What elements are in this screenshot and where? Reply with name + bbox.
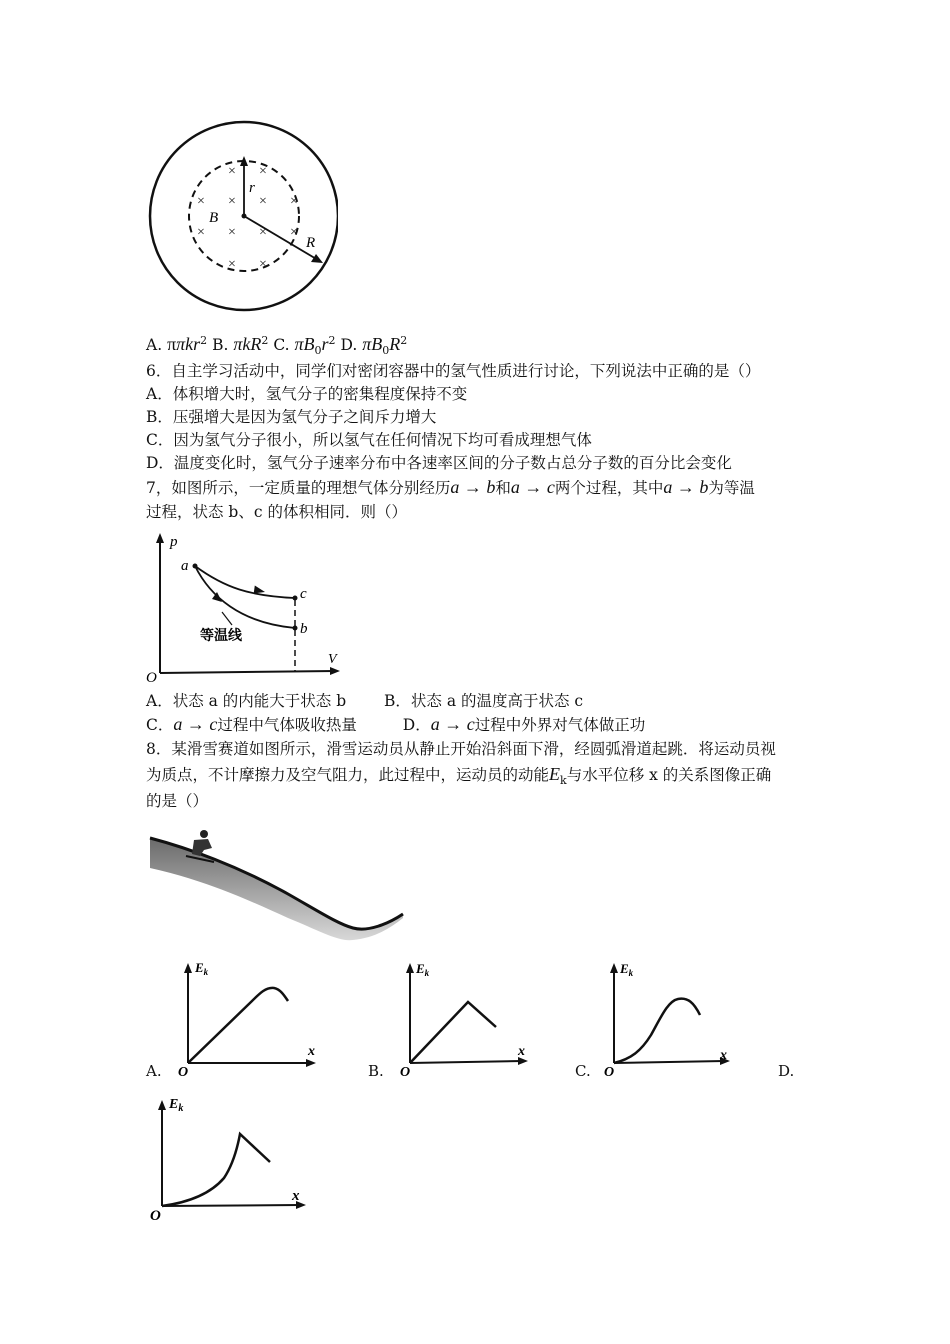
q7-stem-line1: 7，如图所示，一定质量的理想气体分别经历a → b和a → c两个过程，其中a → b为等温 xyxy=(146,477,755,497)
q8-stem-line2: 为质点，不计摩擦力及空气阻力，此过程中，运动员的动能$E_k$与水平位移 x 的关系图像正确 xyxy=(146,764,772,788)
q7-option-a[interactable]: A．状态 a 的内能大于状态 b xyxy=(146,692,347,710)
q6-option-a[interactable]: A．体积增大时，氢气分子的密集程度保持不变 xyxy=(146,385,468,403)
cross-mark: × xyxy=(228,257,236,272)
graph-c-x-label: x xyxy=(720,1048,727,1063)
label-R: R xyxy=(306,235,316,251)
cross-mark: × xyxy=(259,225,267,240)
graph-c-ek-label: $E_k$ xyxy=(620,961,634,978)
cross-mark: × xyxy=(259,257,267,272)
graph-c[interactable] xyxy=(596,955,746,1080)
q6-option-d[interactable]: D．温度变化时，氢气分子速率分布中各速率区间的分子数占总分子数的百分比会变化 xyxy=(146,454,732,472)
label-r: r xyxy=(249,180,255,196)
q7-option-c[interactable]: C．a → c过程中气体吸收热量 xyxy=(146,714,357,734)
graph-b[interactable] xyxy=(392,955,542,1080)
q6-option-c[interactable]: C．因为氢气分子很小，所以氢气在任何情况下均可看成理想气体 xyxy=(146,431,592,449)
graph-d-origin: O xyxy=(150,1208,161,1223)
cross-mark: × xyxy=(259,194,267,209)
q7-option-d[interactable]: D．a → c过程中外界对气体做正功 xyxy=(402,714,646,734)
cross-mark: × xyxy=(197,194,205,209)
cross-mark: × xyxy=(197,225,205,240)
point-a-label: a xyxy=(181,558,189,574)
q5-option-a[interactable]: A. ππkr$^2$ xyxy=(146,334,208,355)
cross-mark: × xyxy=(290,225,298,240)
graph-a[interactable] xyxy=(170,955,330,1080)
q8-option-c[interactable]: C. xyxy=(575,1062,591,1080)
isotherm-label: 等温线 xyxy=(200,629,242,644)
cross-mark: × xyxy=(290,194,298,209)
q8-option-d[interactable]: D. xyxy=(778,1062,795,1080)
graph-a-ek-label: $E_k$ xyxy=(195,960,209,977)
axis-V-label: V xyxy=(328,652,337,667)
graph-a-origin: O xyxy=(178,1065,189,1080)
cross-mark: × xyxy=(228,225,236,240)
q7-pv-diagram xyxy=(140,528,350,686)
point-c-label: c xyxy=(300,586,307,602)
graph-a-x-label: x xyxy=(308,1044,315,1059)
q8-stem-line1: 8．某滑雪赛道如图所示，滑雪运动员从静止开始沿斜面下滑，经圆弧滑道起跳．将运动员视 xyxy=(146,740,776,758)
origin-label: O xyxy=(146,670,157,686)
graph-d-x-label: x xyxy=(292,1188,300,1204)
point-b-label: b xyxy=(300,621,308,637)
q8-option-b[interactable]: B. xyxy=(368,1062,384,1080)
q5-options xyxy=(146,330,407,362)
q6-stem: 6．自主学习活动中，同学们对密闭容器中的氢气性质进行讨论，下列说法中正确的是（） xyxy=(146,362,761,380)
cross-mark: × xyxy=(228,194,236,209)
q8-option-a[interactable]: A. xyxy=(146,1062,162,1080)
q7-stem-line2: 过程，状态 b、c 的体积相同．则（） xyxy=(146,503,407,521)
cross-mark: × xyxy=(259,164,267,179)
q6-option-b[interactable]: B．压强增大是因为氢气分子之间斥力增大 xyxy=(146,408,437,426)
graph-d-ek-label: $E_k$ xyxy=(169,1097,184,1114)
graph-b-ek-label: $E_k$ xyxy=(416,961,430,978)
cross-mark: × xyxy=(228,164,236,179)
q5-option-c[interactable]: C. $\pi B_0r^2$ xyxy=(273,334,336,358)
q5-option-d[interactable]: D. $\pi B_0R^2$ xyxy=(340,334,408,358)
ski-slope-figure xyxy=(148,826,408,946)
q5-option-b[interactable]: B. πkR$^2$ xyxy=(212,334,269,355)
q7-options-row1 xyxy=(146,690,583,712)
q7-option-b[interactable]: B．状态 a 的温度高于状态 c xyxy=(384,692,584,710)
label-B: B xyxy=(209,210,219,226)
q7-options-row2 xyxy=(146,713,645,736)
axis-p-label: p xyxy=(170,534,178,550)
q5-field-figure xyxy=(148,120,338,315)
graph-d[interactable] xyxy=(142,1088,312,1223)
graph-c-origin: O xyxy=(604,1065,615,1080)
graph-b-origin: O xyxy=(400,1065,411,1080)
graph-b-x-label: x xyxy=(518,1044,525,1059)
q8-stem-line3: 的是（） xyxy=(146,792,209,810)
